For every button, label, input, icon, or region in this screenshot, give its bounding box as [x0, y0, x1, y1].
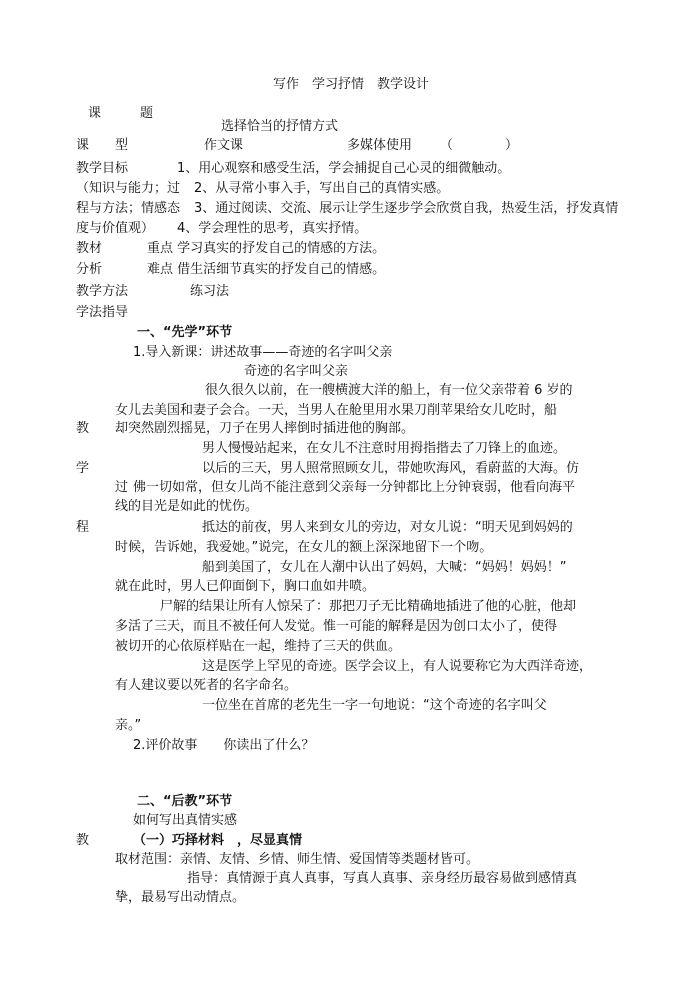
- guide-line: 挚，最易写出动情点。: [115, 890, 246, 905]
- objective-item: 2、从寻常小事入手，写出自己的真情实感。: [194, 181, 450, 196]
- process-char: 学: [76, 461, 90, 476]
- section2-heading: 二、“后教”环节: [137, 794, 233, 809]
- story-line: 却突然剧烈摇晃，刀子在男人摔倒时插进他的胸部。: [115, 421, 415, 436]
- objectives-label-4: 度与价值观）: [76, 221, 155, 236]
- difficult-point: 难点 借生活细节真实的抒发自己的情感。: [147, 262, 386, 277]
- lesson-type-label: 课 型: [76, 138, 129, 153]
- evaluate-line: 2.评价故事 你读出了什么？: [133, 738, 315, 753]
- method-value: 练习法: [190, 284, 230, 299]
- process-char: 教: [76, 421, 90, 436]
- objectives-label-2: （知识与能力；过: [76, 181, 181, 196]
- objective-item: 1、用心观察和感受生活，学会捕捉自己心灵的细微触动。: [177, 161, 511, 176]
- objectives-label-3: 程与方法；情感态: [76, 201, 181, 216]
- story-line: 佛一切如常，但女儿尚不能注意到父亲每一分钟都比上分钟衰弱，他看向海平: [133, 480, 576, 495]
- objective-item: 3、通过阅读、交流、展示让学生逐步学会欣赏自我，热爱生活，抒发真情: [194, 201, 619, 216]
- intro-line: 1.导入新课：讲述故事——奇迹的名字叫父亲: [133, 345, 393, 360]
- section1-heading: 一、“先学”环节: [137, 325, 233, 340]
- lesson-type-value: 作文课: [204, 138, 244, 153]
- multimedia-value: （ ）: [440, 138, 519, 153]
- story-line: 男人慢慢站起来，在女儿不注意时用拇指揩去了刀锋上的血迹。: [202, 441, 567, 456]
- story-line: 抵达的前夜，男人来到女儿的旁边，对女儿说：“明天见到妈妈的: [202, 520, 573, 535]
- story-line: 以后的三天，男人照常照顾女儿，带她吹海风，看蔚蓝的大海。仿: [202, 461, 580, 476]
- objective-item: 4、学会理性的思考，真实抒情。: [177, 221, 368, 236]
- story-line: 被切开的心依原样贴在一起，维持了三天的供血。: [115, 639, 402, 654]
- objectives-label-1: 教学目标: [76, 161, 129, 176]
- multimedia-label: 多媒体使用: [347, 138, 413, 153]
- process-char: 程: [76, 520, 90, 535]
- method-label: 教学方法: [76, 284, 129, 299]
- analysis-label: 分析: [76, 262, 103, 277]
- process-char: 过: [115, 480, 129, 495]
- guide-line: 指导：真情源于真人真事，写真人真事、亲身经历最容易做到感情真: [187, 871, 578, 886]
- story-line: 就在此时，男人已仰面倒下，胸口血如井喷。: [115, 579, 376, 594]
- lesson-title-label: 课 题: [88, 106, 154, 121]
- key-point: 重点 学习真实的抒发自己的情感的方法。: [147, 241, 386, 256]
- subheading: （一）巧择材料 ，尽显真情: [133, 833, 303, 848]
- story-line: 一位坐在首席的老先生一字一句地说：“这个奇迹的名字叫父: [202, 698, 547, 713]
- story-title: 奇迹的名字叫父亲: [244, 364, 349, 379]
- lesson-title-value: 选择恰当的抒情方式: [221, 119, 339, 134]
- study-label: 学法指导: [76, 305, 129, 320]
- textbook-label: 教材: [76, 241, 103, 256]
- story-line: 时候，告诉她，我爱她。”说完，在女儿的额上深深地留下一个吻。: [115, 540, 493, 555]
- story-line: 女儿去美国和妻子会合。一天，当男人在舱里用水果刀削苹果给女儿吃时，船: [115, 403, 558, 418]
- story-line: 很久很久以前，在一艘横渡大洋的船上，有一位父亲带着 6 岁的: [205, 383, 573, 398]
- story-line: 线的目光是如此的忧伤。: [115, 499, 259, 514]
- how-to-line: 如何写出真情实感: [133, 813, 238, 828]
- story-line: 多活了三天，而且不被任何人发觉。惟一可能的解释是因为创口太小了，使得: [115, 619, 558, 634]
- teach-char: 教: [76, 833, 90, 848]
- story-line: 这是医学上罕见的奇迹。医学会议上，有人说要称它为大西洋奇迹，: [202, 659, 593, 674]
- story-line: 尸解的结果让所有人惊呆了：那把刀子无比精确地插进了他的心脏，他却: [160, 599, 577, 614]
- story-line: 船到美国了，女儿在人潮中认出了妈妈，大喊：“妈妈！妈妈！”: [202, 560, 567, 575]
- material-range: 取材范围：亲情、友情、乡情、师生情、爱国情等类题材皆可。: [115, 852, 480, 867]
- page-title: 写作 学习抒情 教学设计: [273, 77, 430, 92]
- story-line: 有人建议要以死者的名字命名。: [115, 678, 298, 693]
- story-line: 亲。”: [115, 718, 142, 733]
